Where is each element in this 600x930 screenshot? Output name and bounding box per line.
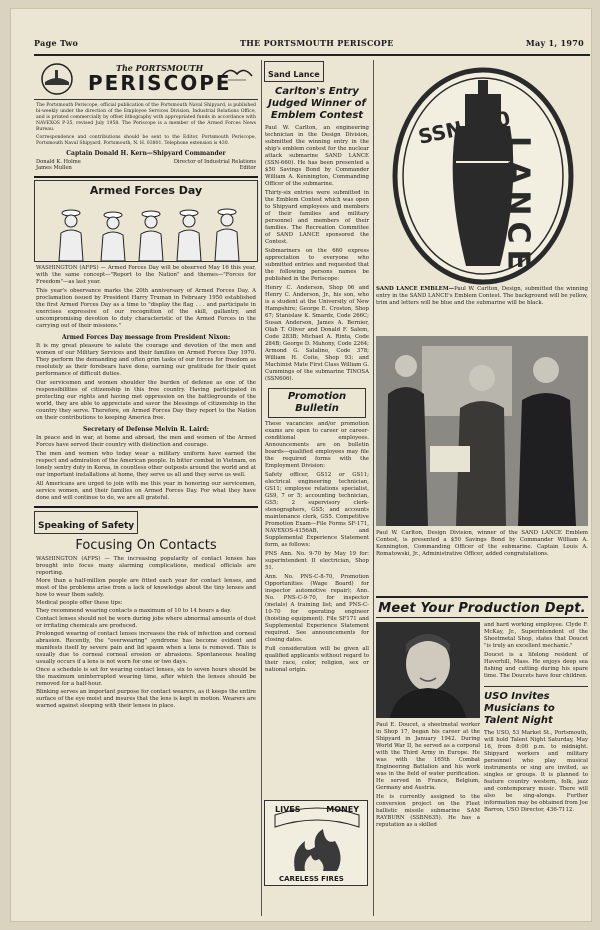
article-paragraph: These vacancies and/or promotion exams are open to career or career-conditional employees. Announcements are on bulletin boards—qualified employees may file the required forms with the Employment Division: [265, 421, 369, 469]
emblem-caption-head: SAND LANCE EMBLEM— [376, 286, 455, 292]
section-rule [34, 176, 258, 178]
emblem-left-text: SSN 660 [416, 106, 513, 149]
article-paragraph: WASHINGTON (AFPS) — The increasing popularity of contact lenses has brought into focus many alarming complications, medical officials are reporting. [36, 556, 256, 576]
left-column [34, 60, 258, 916]
subhead-laird: Secretary of Defense Melvin R. Laird: [83, 426, 209, 433]
middle-column [264, 60, 370, 916]
column-divider [261, 60, 262, 916]
poster-text: MONEY [326, 805, 359, 814]
doucet-photo [376, 622, 480, 718]
column-divider [373, 60, 374, 916]
safety-title: Focusing On Contacts [75, 538, 217, 553]
armed-forces-title: Armed Forces Day [89, 184, 203, 197]
article-paragraph: Our servicemen and women shoulder the burden of defense as one of the responsibilities of citizenship in this free country. Having participated in protecting our rights and having met oppression on the battlegrounds of the world, they are able to appreciate and savor the blessings of citizenship in the country they serve. Therefore, on Armed Forces Day they report to the Nation on their contributions to keeping America free. [36, 380, 256, 421]
award-photo [376, 336, 588, 526]
emblem-caption-text: Paul W. Carlton, Design, submitted the winning entry in the SAND LANCE's Emblem Contest. The background will be yellow, trim and letters will be blue and the submarine will be black. [376, 286, 588, 306]
subhead-nixon: Armed Forces Day message from President Nixon: [61, 334, 231, 341]
article-paragraph: WASHINGTON (AFPS) — Armed Forces Day will be observed May 16 this year, with the same concept—"Report to the Nation" and themes—"Forces for Freedom"—as last year. [36, 265, 256, 285]
article-paragraph: Safety officer, GS12 or GS11; electrical engineering technician, GS11; employee relations specialist, GS9, 7 or 5; accounting technician, GS5; 2 supervisory clerk-stenographers, GS5; and accounts maintenance clerk, GS5. Competitive Promotion Exam—File Forms SF-171, NAVEXOS-4156AB, and Supplemental Experience Statement form, as follows: [265, 472, 369, 548]
production-bio: Paul E. Doucet, a sheetmetal worker in Shop 17, began his career at the Shipyard in January 1942. During World War II, he served as a corporal with the Third Army in Europe. He was with the 165th Combat Engineering Battalion and his work was in the field of water purification. He served in France, Belgium, Germany and Austria. [376, 722, 480, 791]
article-paragraph: The men and women who today wear a military uniform have earned the respect and admiration of the American people. In bitter combat in Vietnam, on lonely sentry duty in Korea, in countless other outposts around the world and at our important installations at home, they serve us all and they serve us well. [36, 451, 256, 478]
masthead-kicker: The PORTSMOUTH [116, 63, 204, 73]
sand-lance-label: Sand Lance [268, 70, 320, 79]
article-paragraph: Medical people offer these tips: [36, 600, 123, 606]
emblem-area [376, 60, 588, 332]
armed-forces-article [34, 262, 258, 502]
masthead-title: PERISCOPE [88, 71, 232, 95]
emblem-right-text: LANCE [500, 136, 536, 276]
article-paragraph: Prolonged wearing of contact lenses increases the risk of infection and corneal abrasion. Recently, the "overwearing" syndrome has become evident and manifests itself by severe pain and lid spasm when a lens is removed. This is usually due to corneal corneal erosion or abrasions. Spontaneous healing usually occurs if a lens is not worn for one or two days. [36, 631, 256, 665]
uso-title: USO Invites Musicians to Talent Night [484, 691, 555, 726]
production-bio: and hard working employee. Clyde F. McKay, Jr., Superintendent of the Sheetmetal Shop, states that Doucet "is truly an excellent mechanic." [484, 622, 588, 649]
servicemen-illustration-icon [41, 199, 251, 261]
article-paragraph: In peace and in war, at home and abroad, the men and women of the Armed Forces have served their country with distinction and courage. [36, 435, 256, 448]
production-banner [376, 596, 588, 618]
running-header [34, 38, 590, 52]
award-photo-image [376, 336, 588, 526]
armed-forces-banner [34, 180, 258, 262]
promotion-title-box [268, 388, 366, 418]
safety-label: Speaking of Safety [38, 521, 135, 531]
credit-role: Director of Industrial Relations [173, 159, 256, 165]
production-right [484, 622, 588, 914]
masthead [34, 60, 258, 100]
article-paragraph: Paul W. Carlton, an engineering technician in the Design Division, submitted the winning entry in the ship's emblem contest for the nuclear attack submarine SAND LANCE (SSN-660). He has been presented a $50 Savings Bond by Commander William A. Kennington, Commanding Officer of the submarine. [265, 125, 369, 187]
paper-title: THE PORTSMOUTH PERISCOPE [240, 38, 394, 48]
seagull-icon [220, 64, 254, 86]
masthead-contrib: Correspondence and contributions should be sent to the Editor, Portsmouth Periscope, Portsmouth Naval Shipyard, Portsmouth, N. H. 03801. Telephone extension is 430. [36, 135, 256, 146]
award-photo-caption: Paul W. Carlton, Design Division, winner of the SAND LANCE Emblem Contest, is presented a $50 Savings Bond by Commander William A. Kennington, Commanding Officer of the submarine. Captain Louis A. Romatowski, Jr., Administrative Officer, added congratulations. [376, 530, 588, 557]
masthead-info [34, 100, 258, 173]
newspaper-page [10, 8, 592, 922]
emblem-caption [376, 286, 588, 307]
production-bio: He is currently assigned to the conversion project on the Fleet ballistic missile submarine SAM RAYBURN (SSBN635). He has a reputation as a skilled [376, 794, 480, 828]
article-paragraph: All Americans are urged to join with me this year in honoring our servicemen, service women, and their families on Armed Forces Day. For what they have done and will continue to do, we are all grateful. [36, 481, 256, 501]
fire-prevention-poster [264, 800, 368, 886]
article-paragraph: Thirty-six entries were submitted in the Emblem Contest which was open to Shipyard employees and members of their families and military personnel and members of their families. The Recreation Committee of SAND LANCE sponsored the Contest. [265, 190, 369, 245]
page-number: Page Two [34, 38, 79, 48]
safety-article [34, 553, 258, 710]
uso-body: The USO, 53 Market St., Portsmouth, will hold Talent Night Saturday, May 16, from 8:00 p.m. to midnight. Shipyard workers and military personnel who play musical instruments or sing are invited, as singles or groups. It is planned to feature country western, folk, jazz and contemporary music. There will also be sing-alongs. Further information may be obtained from Joe Barron, USO Director, 436-7112. [484, 730, 588, 813]
credit-row [36, 165, 256, 171]
sand-lance-article [264, 122, 370, 383]
header-rule [34, 54, 590, 56]
article-paragraph: PNS Ann. No. 9-70 by May 19 for: superintendent II electrician, Shop 51. [265, 551, 369, 571]
article-paragraph: It is my great pleasure to salute the courage and devotion of the men and women of our Military Services and their families on Armed Forces Day 1970. They perform the demanding and often grim tasks of our forces for freedom as resolutely as their forebears have done, earning our gratitude for their quiet performance of difficult duties. [36, 343, 256, 377]
article-paragraph: Submariners on the 660 express appreciation to everyone who submitted entries and requested that the following persons names be published in the Periscope: [265, 248, 369, 282]
sand-lance-emblem-icon [390, 66, 576, 286]
credit-name: Donald K. Holme [36, 159, 81, 165]
credit-role: Editor [239, 165, 256, 171]
promotion-title: Promotion Bulletin [287, 391, 347, 414]
article-paragraph: Contact lenses should not be worn during jobs where abnormal amounts of dust or irritating chemicals are produced. [36, 616, 256, 629]
sand-lance-label-box [264, 61, 324, 82]
sand-lance-title: Carlton's Entry Judged Winner of Emblem Contest [268, 86, 366, 121]
issue-date: May 1, 1970 [525, 38, 584, 48]
article-paragraph: Full consideration will be given all qualified applicants without regard to their race, color, religion, sex or national origin. [265, 646, 369, 673]
masthead-intro: The Portsmouth Periscope, official publication of the Portsmouth Naval Shipyard, is published bi-weekly under the direction of the Employee Services Division, Industrial Relations Office, and is printed commercially by offset lithography with appropriated funds in accordance with NAVEXOS P-35, revised July 1958. The Periscope is a member of the Armed Forces News Bureau. [36, 103, 256, 132]
poster-text: CARELESS FIRES [279, 875, 344, 883]
production-title: Meet Your Production Dept. [378, 601, 586, 616]
safety-label-box [34, 511, 138, 534]
periscope-logo-icon [38, 62, 76, 96]
article-paragraph: They recommend wearing contacts a maximum of 10 to 14 hours a day. [36, 608, 232, 614]
article-paragraph: Blinking serves an important purpose for contact wearers, as it keeps the entire surface of the eye moist and insures that the lens is kept in motion. Wearers are warned against sleeping with their lenses in place. [36, 689, 256, 709]
article-paragraph: Henry C. Anderson, Shop 06 and Henry C. Anderson, Jr., his son, who is a student at the University of New Hampshire; George E. Croston, Shop 67; Stanislaw K. Smardz, Code 266C; Susan Anderson, James A. Bernier, Olah T. Oliver and Donald F. Salem, Code 283B; Michael A. Rinta, Code 284B; George D. Mahony, Code 2264; Armond G. Satalino, Code 378; William H. Coite, Shop 93; and Machinist Mate First Class William G. Cummings of the submarine TINOSA (SSN606). [265, 285, 369, 382]
article-paragraph: More than a half-million people are fitted each year for contact lenses, and most of the problems arise from a lack of knowledge about the tiny lenses and how to wear them safely. [36, 578, 256, 598]
article-paragraph: Once a schedule is set for wearing contact lenses, six to seven hours should be the maximum uninterrupted wearing time, after which the lenses should be removed for a half-hour. [36, 667, 256, 687]
article-paragraph: Ann. No. PNS-C-8-70, Promotion Opportunities (Wage Board) for inspector automotive repair); Ann. No. PNS-C-9-70, for inspector (metals) A training list; and PNS-C-10-70 for operating engineer (hoisting equipment). File SF171 and Supplemental Experience Statement required. See announcements for closing dates. [265, 574, 369, 643]
poster-text: LIVES [275, 805, 301, 814]
credit-name: James Mullen [36, 165, 72, 171]
article-paragraph: This year's observance marks the 20th anniversary of Armed Forces Day. A proclamation issued by President Harry Truman in February 1950 established the first Armed Forces Day as a time to "display the flag . . . and participate in exercises expressive of our recognition of the skill, gallantry, and uncompromising devotion to duty characteristic of the Armed Forces in the carrying out of their missions." [36, 288, 256, 329]
section-rule [34, 506, 258, 508]
shipyard-commander: Captain Donald H. Kern—Shipyard Commander [66, 150, 226, 157]
uso-article [484, 686, 588, 814]
production-bio: Doucet is a lifelong resident of Haverhill, Mass. He enjoys deep sea fishing and cutting during his spare time. The Doucets have four children. [484, 652, 588, 679]
production-left [376, 622, 480, 914]
promotion-article [264, 418, 370, 674]
doucet-portrait-image [376, 622, 480, 718]
